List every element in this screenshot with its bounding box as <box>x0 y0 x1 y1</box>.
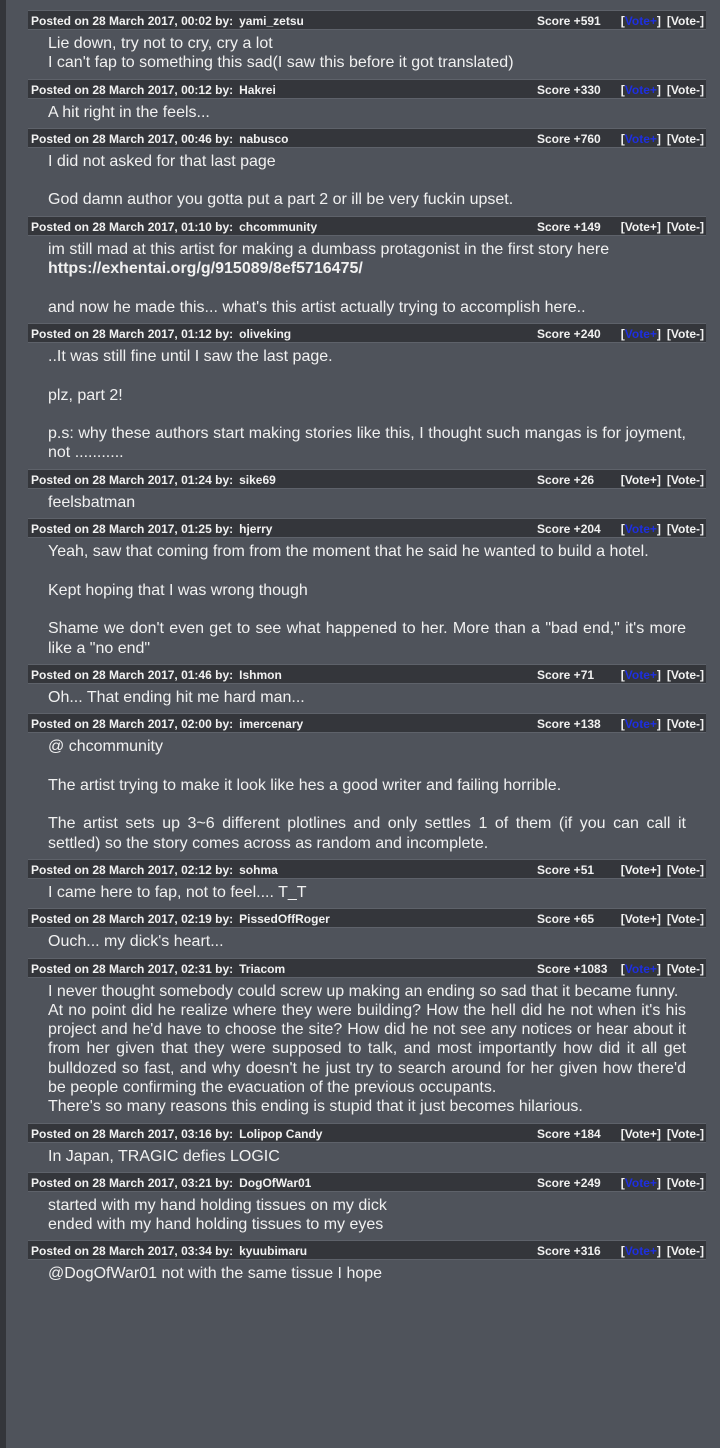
vote-down-label: Vote- <box>670 219 700 234</box>
comment-header <box>28 908 706 928</box>
comment-username[interactable]: hjerry <box>239 522 273 537</box>
vote-up-button[interactable]: [Vote+] <box>620 961 661 976</box>
vote-down-label: Vote- <box>670 912 700 927</box>
comment-score[interactable]: Score +71 <box>537 667 595 682</box>
vote-down-label: Vote- <box>670 522 700 537</box>
vote-up-label: Vote+ <box>624 522 657 537</box>
posted-prefix: Posted on <box>31 326 90 341</box>
comment-score[interactable]: Score +51 <box>537 862 595 877</box>
vote-up-label: Vote+ <box>624 1126 657 1141</box>
vote-controls <box>621 80 704 100</box>
vote-up-button[interactable]: [Vote+] <box>620 912 661 927</box>
comment <box>28 128 706 216</box>
comment-body <box>28 1143 706 1172</box>
vote-up-button[interactable]: [Vote+] <box>620 862 661 877</box>
vote-up-button[interactable]: [Vote+] <box>620 717 661 732</box>
comment-line: Yeah, saw that coming from from the moment that he said he wanted to build a hotel. <box>48 543 649 561</box>
posted-suffix: by: <box>215 219 234 234</box>
comment-line <box>48 259 686 278</box>
comment <box>28 469 706 518</box>
posted-suffix: by: <box>215 667 234 682</box>
vote-up-label: Vote+ <box>624 862 657 877</box>
vote-down-button[interactable]: [Vote-] <box>666 961 704 976</box>
vote-down-button[interactable]: [Vote-] <box>666 912 704 927</box>
comment-header <box>28 518 706 538</box>
comment-line: Lie down, try not to cry, cry a lot <box>48 35 273 52</box>
comment-username[interactable]: kyuubimaru <box>239 1244 308 1259</box>
vote-up-button[interactable]: [Vote+] <box>620 667 661 682</box>
posted-suffix: by: <box>215 326 234 341</box>
comment-score[interactable]: Score +65 <box>537 912 595 927</box>
posted-date: 28 March 2017, 01:25 <box>92 522 212 537</box>
vote-down-label: Vote- <box>670 1175 700 1190</box>
vote-down-button[interactable]: [Vote-] <box>666 82 704 97</box>
comment-body <box>28 236 706 323</box>
comment <box>28 908 706 957</box>
posted-prefix: Posted on <box>31 862 90 877</box>
posted-prefix: Posted on <box>31 912 90 927</box>
comment-line: There's so many reasons this ending is stupid that it just becomes hilarious. <box>48 1098 583 1116</box>
comment-line: ended with my hand holding tissues to my eyes <box>48 1216 384 1234</box>
comment-score[interactable]: Score +249 <box>537 1175 601 1190</box>
vote-up-button[interactable]: [Vote+] <box>620 82 661 97</box>
vote-down-button[interactable]: [Vote-] <box>666 219 704 234</box>
vote-down-button[interactable]: [Vote-] <box>666 717 704 732</box>
comment-username[interactable]: sohma <box>239 862 278 877</box>
vote-up-button[interactable]: [Vote+] <box>620 131 661 146</box>
comment-body <box>28 30 706 79</box>
comment-username[interactable]: sike69 <box>239 472 276 487</box>
posted-prefix: Posted on <box>31 667 90 682</box>
posted-suffix: by: <box>215 961 234 976</box>
comment-line: Shame we don't even get to see what happened to her. More than a "bad end," it's more like a "no end" <box>48 620 686 657</box>
comment <box>28 1172 706 1241</box>
vote-controls <box>621 959 704 979</box>
vote-up-label: Vote+ <box>624 14 657 28</box>
vote-controls <box>621 129 704 149</box>
comment-line: Kept hoping that I was wrong though <box>48 581 308 599</box>
comment-line <box>48 405 686 424</box>
posted-info <box>31 665 282 685</box>
vote-down-label: Vote- <box>670 862 700 877</box>
vote-down-button[interactable]: [Vote-] <box>666 1126 704 1141</box>
vote-down-button[interactable]: [Vote-] <box>666 1244 704 1259</box>
comment-header <box>28 713 706 733</box>
comment <box>28 713 706 859</box>
vote-controls <box>621 470 704 490</box>
vote-down-button[interactable]: [Vote-] <box>666 862 704 877</box>
posted-date: 28 March 2017, 02:19 <box>92 912 212 927</box>
vote-up-button[interactable]: [Vote+] <box>620 522 661 537</box>
comment-line <box>48 600 686 619</box>
vote-up-label: Vote+ <box>624 667 657 682</box>
comment-line: plz, part 2! <box>48 386 123 404</box>
posted-info <box>31 11 304 31</box>
comment-line: started with my hand holding tissues on my dick <box>48 1196 387 1214</box>
vote-down-button[interactable]: [Vote-] <box>666 131 704 146</box>
posted-suffix: by: <box>215 1175 234 1190</box>
posted-info <box>31 80 276 100</box>
comment-username[interactable]: Triacom <box>239 961 286 976</box>
vote-down-button[interactable]: [Vote-] <box>666 472 704 487</box>
posted-date: 28 March 2017, 01:24 <box>92 472 212 487</box>
comment-header <box>28 128 706 148</box>
comment-username[interactable]: oliveking <box>239 326 292 341</box>
posted-suffix: by: <box>215 131 234 146</box>
comment-body <box>28 538 706 664</box>
vote-controls <box>621 714 704 734</box>
vote-controls <box>621 665 704 685</box>
comment-header <box>28 10 706 30</box>
posted-prefix: Posted on <box>31 522 90 537</box>
comment-username[interactable]: Hakrei <box>239 82 276 97</box>
posted-date: 28 March 2017, 00:46 <box>92 131 212 146</box>
posted-suffix: by: <box>215 472 234 487</box>
comment-line <box>48 366 686 385</box>
vote-down-button[interactable]: [Vote-] <box>666 522 704 537</box>
vote-down-label: Vote- <box>670 326 700 341</box>
comment-line <box>48 171 686 190</box>
comment-line: The artist sets up 3~6 different plotlines and only settles 1 of them (if you can call it settled) so the story comes across as random and incomplete. <box>48 815 686 852</box>
vote-up-label: Vote+ <box>624 326 657 341</box>
comment-score[interactable]: Score +591 <box>537 14 601 28</box>
comment-line <box>48 795 686 814</box>
posted-date: 28 March 2017, 03:21 <box>92 1175 212 1190</box>
comment-score[interactable]: Score +26 <box>537 472 595 487</box>
vote-up-button[interactable]: [Vote+] <box>620 1244 661 1259</box>
vote-down-button[interactable]: [Vote-] <box>666 1175 704 1190</box>
posted-suffix: by: <box>215 862 234 877</box>
vote-down-button[interactable]: [Vote-] <box>666 14 704 28</box>
vote-up-button[interactable]: [Vote+] <box>620 1175 661 1190</box>
vote-down-label: Vote- <box>670 717 700 732</box>
comment-list <box>28 10 706 1290</box>
comment-header <box>28 469 706 489</box>
comment-line: At no point did he realize where they were building? How the hell did he not when it's his project and he'd have to choose the site? How did he not see any notices or hear about it from her given that they were supposed to talk, and most importantly how did it all get bulldozed so fast, and why doesn't he just try to search around for her given how there'd be people confirming the evacuation of the previous occupants. <box>48 1001 686 1096</box>
left-edge-bar <box>0 0 6 1448</box>
posted-suffix: by: <box>215 522 234 537</box>
comment-link[interactable]: https://exhentai.org/g/915089/8ef5716475/ <box>48 260 363 278</box>
comment-line: @DogOfWar01 not with the same tissue I hope <box>48 1265 383 1283</box>
comment-line: feelsbatman <box>48 493 136 511</box>
vote-down-label: Vote- <box>670 667 700 682</box>
vote-up-button[interactable]: [Vote+] <box>620 326 661 341</box>
comment-line: Ouch... my dick's heart... <box>48 933 224 951</box>
vote-up-label: Vote+ <box>624 219 657 234</box>
comment <box>28 958 706 1123</box>
comment-header <box>28 216 706 236</box>
vote-up-label: Vote+ <box>624 1175 657 1190</box>
posted-suffix: by: <box>215 717 234 732</box>
vote-down-button[interactable]: [Vote-] <box>666 326 704 341</box>
comment <box>28 664 706 713</box>
vote-controls <box>621 909 704 929</box>
vote-up-button[interactable]: [Vote+] <box>620 1126 661 1141</box>
comment-line <box>48 561 686 580</box>
comment <box>28 79 706 128</box>
posted-suffix: by: <box>215 82 234 97</box>
comment-line: p.s: why these authors start making stories like this, I thought such mangas is for joyment, not ........... <box>48 425 686 462</box>
vote-down-label: Vote- <box>670 131 700 146</box>
comment-header <box>28 859 706 879</box>
comment <box>28 323 706 469</box>
posted-prefix: Posted on <box>31 1244 90 1259</box>
comment-username[interactable]: nabusco <box>239 131 289 146</box>
comment-username[interactable]: Ishmon <box>239 667 282 682</box>
vote-up-label: Vote+ <box>624 717 657 732</box>
comment-line <box>48 756 686 775</box>
vote-controls <box>621 11 704 31</box>
comment-header <box>28 1172 706 1192</box>
comment-body <box>28 99 706 128</box>
posted-suffix: by: <box>215 1126 234 1141</box>
comment-score[interactable]: Score +316 <box>537 1244 601 1259</box>
vote-down-label: Vote- <box>670 1126 700 1141</box>
comment-line: Oh... That ending hit me hard man... <box>48 688 305 706</box>
posted-info <box>31 1124 322 1144</box>
comment-score[interactable]: Score +204 <box>537 522 601 537</box>
comment <box>28 859 706 908</box>
vote-up-label: Vote+ <box>624 1244 657 1259</box>
vote-up-button[interactable]: [Vote+] <box>620 219 661 234</box>
comment-score[interactable]: Score +330 <box>537 82 601 97</box>
comment-line: God damn author you gotta put a part 2 or ill be very fuckin upset. <box>48 191 514 209</box>
comment <box>28 1123 706 1172</box>
comment <box>28 518 706 664</box>
vote-down-label: Vote- <box>670 14 700 28</box>
comment-body <box>28 928 706 957</box>
vote-down-label: Vote- <box>670 82 700 97</box>
posted-date: 28 March 2017, 00:02 <box>92 14 212 28</box>
comment-line <box>48 278 686 297</box>
comment-header <box>28 958 706 978</box>
posted-info <box>31 714 303 734</box>
posted-prefix: Posted on <box>31 1126 90 1141</box>
comment-line: im still mad at this artist for making a dumbass protagonist in the first story here <box>48 240 610 258</box>
vote-down-label: Vote- <box>670 1244 700 1259</box>
vote-controls <box>621 217 704 237</box>
posted-suffix: by: <box>215 1244 234 1259</box>
comment-line: The artist trying to make it look like hes a good writer and failing horrible. <box>48 776 562 794</box>
posted-prefix: Posted on <box>31 717 90 732</box>
vote-up-label: Vote+ <box>624 912 657 927</box>
comment-line: I came here to fap, not to feel.... T_T <box>48 883 307 901</box>
comment-header <box>28 323 706 343</box>
comment-username[interactable]: imercenary <box>239 717 304 732</box>
posted-suffix: by: <box>215 912 234 927</box>
vote-controls <box>621 519 704 539</box>
posted-info <box>31 1241 307 1261</box>
posted-prefix: Posted on <box>31 219 90 234</box>
comment-line: ..It was still fine until I saw the last page. <box>48 347 333 365</box>
posted-date: 28 March 2017, 03:16 <box>92 1126 212 1141</box>
posted-date: 28 March 2017, 01:12 <box>92 326 212 341</box>
vote-up-label: Vote+ <box>624 472 657 487</box>
comment-username[interactable]: Lolipop Candy <box>239 1126 323 1141</box>
comment-username[interactable]: DogOfWar01 <box>239 1175 312 1190</box>
posted-prefix: Posted on <box>31 961 90 976</box>
comment-body <box>28 489 706 518</box>
vote-controls <box>621 1241 704 1261</box>
comment-body <box>28 343 706 469</box>
posted-info <box>31 959 285 979</box>
comment-line: @ chcommunity <box>48 738 163 756</box>
comment-body <box>28 733 706 859</box>
posted-info <box>31 470 276 490</box>
comment-body <box>28 879 706 908</box>
comment-header <box>28 79 706 99</box>
comment-body <box>28 148 706 216</box>
posted-prefix: Posted on <box>31 1175 90 1190</box>
posted-suffix: by: <box>215 14 234 28</box>
posted-info <box>31 909 330 929</box>
comment-score[interactable]: Score +240 <box>537 326 601 341</box>
posted-date: 28 March 2017, 02:12 <box>92 862 212 877</box>
comment-line: I can't fap to something this sad(I saw this before it got translated) <box>48 54 514 72</box>
posted-date: 28 March 2017, 01:10 <box>92 219 212 234</box>
comment-line: and now he made this... what's this artist actually trying to accomplish here.. <box>48 298 586 316</box>
comment-line: A hit right in the feels... <box>48 103 210 121</box>
vote-down-label: Vote- <box>670 472 700 487</box>
posted-info <box>31 324 291 344</box>
comment-username[interactable]: PissedOffRoger <box>239 912 330 927</box>
posted-info <box>31 129 288 149</box>
posted-prefix: Posted on <box>31 82 90 97</box>
posted-prefix: Posted on <box>31 472 90 487</box>
comment-body <box>28 1260 706 1289</box>
comment-line: In Japan, TRAGIC defies LOGIC <box>48 1147 280 1165</box>
posted-prefix: Posted on <box>31 131 90 146</box>
vote-up-label: Vote+ <box>624 131 657 146</box>
posted-date: 28 March 2017, 00:12 <box>92 82 212 97</box>
posted-info <box>31 519 272 539</box>
comment-body <box>28 684 706 713</box>
comment-body <box>28 978 706 1123</box>
comment-score[interactable]: Score +760 <box>537 131 601 146</box>
comment-score[interactable]: Score +184 <box>537 1126 601 1141</box>
comment-score[interactable]: Score +138 <box>537 717 601 732</box>
posted-date: 28 March 2017, 01:46 <box>92 667 212 682</box>
posted-info <box>31 860 278 880</box>
comment-header <box>28 664 706 684</box>
comment-line: I never thought somebody could screw up making an ending so sad that it became funny. <box>48 982 679 1000</box>
comment-header <box>28 1240 706 1260</box>
posted-date: 28 March 2017, 02:31 <box>92 961 212 976</box>
vote-up-button[interactable]: [Vote+] <box>620 472 661 487</box>
comment <box>28 1240 706 1289</box>
comment-line: I did not asked for that last page <box>48 152 276 170</box>
comment-body <box>28 1192 706 1241</box>
vote-down-button[interactable]: [Vote-] <box>666 667 704 682</box>
vote-up-label: Vote+ <box>624 82 657 97</box>
vote-controls <box>621 1173 704 1193</box>
comment-score[interactable]: Score +1083 <box>537 961 608 976</box>
comment-score[interactable]: Score +149 <box>537 219 601 234</box>
posted-info <box>31 217 317 237</box>
comment-header <box>28 1123 706 1143</box>
vote-down-label: Vote- <box>670 961 700 976</box>
posted-prefix: Posted on <box>31 14 90 28</box>
posted-info <box>31 1173 311 1193</box>
posted-date: 28 March 2017, 03:34 <box>92 1244 212 1259</box>
comment <box>28 10 706 79</box>
vote-controls <box>621 1124 704 1144</box>
vote-controls <box>621 324 704 344</box>
vote-controls <box>621 860 704 880</box>
comment-username[interactable]: chcommunity <box>239 219 318 234</box>
vote-up-button[interactable]: [Vote+] <box>620 14 661 28</box>
vote-up-label: Vote+ <box>624 961 657 976</box>
posted-date: 28 March 2017, 02:00 <box>92 717 212 732</box>
comment <box>28 216 706 323</box>
comment-username[interactable]: yami_zetsu <box>239 14 304 28</box>
